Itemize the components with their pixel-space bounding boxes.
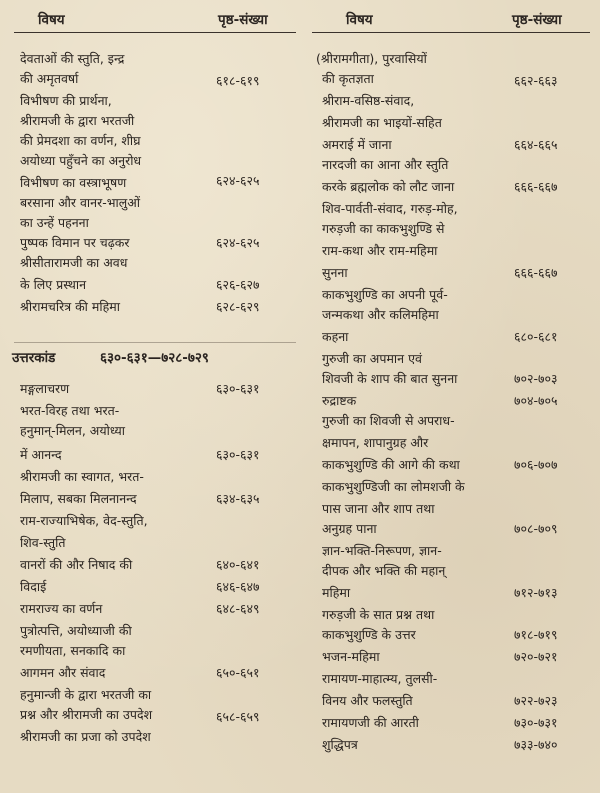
- right-page-number: ७०४-७०५: [514, 393, 558, 408]
- left-entry-line: आगमन और संवाद: [20, 665, 106, 680]
- left-entry-line: प्रश्न और श्रीरामजी का उपदेश: [20, 707, 153, 722]
- left-page-number: ६४०-६४१: [216, 557, 260, 572]
- right-pages-header: पृष्ठ-संख्या: [512, 12, 562, 28]
- left-page-number: ६२८-६२९: [216, 299, 260, 314]
- left-page-number: ६४८-६४९: [216, 601, 260, 616]
- right-entry-line: रुद्राष्टक: [322, 393, 357, 408]
- right-page-number: ६६४-६६५: [514, 137, 558, 152]
- right-entry-line: काकभुशुण्डिजी का लोमशजी के: [322, 479, 465, 494]
- left-entry-line: में आनन्द: [20, 447, 62, 462]
- right-page-number: ७१८-७१९: [514, 627, 558, 642]
- left-subject-header: विषय: [38, 12, 65, 28]
- right-entry-line: अमराई में जाना: [322, 137, 392, 152]
- left-page-number: ६३०-६३१: [216, 381, 260, 396]
- left-entry-line: अयोध्या पहुँचने का अनुरोध: [20, 153, 142, 168]
- right-entry-line: दीपक और भक्ति की महान्: [322, 563, 446, 578]
- right-page-number: ७०६-७०७: [514, 457, 558, 472]
- left-entry-line: भरत-विरह तथा भरत-: [20, 403, 120, 418]
- right-page-number: ७३३-७४०: [514, 737, 558, 752]
- right-entry-line: नारदजी का आना और स्तुति: [322, 157, 449, 172]
- left-entry-line: रामराज्य का वर्णन: [20, 601, 103, 616]
- left-pages-header: पृष्ठ-संख्या: [218, 12, 268, 28]
- right-entry-line: गुरुजी का अपमान एवं: [322, 351, 422, 366]
- right-entry-line: अनुग्रह पाना: [322, 521, 377, 536]
- left-page-number: ६३०-६३१: [216, 447, 260, 462]
- left-page-number: ६३४-६३५: [216, 491, 260, 506]
- section-divider: [14, 342, 296, 343]
- right-entry-line: काकभुशुण्डि का अपनी पूर्व-: [322, 287, 448, 302]
- header-rule-left: [14, 32, 296, 33]
- right-entry-line: शिवजी के शाप की बात सुनना: [322, 371, 458, 386]
- section-title-uttarkand: उत्तरकांड: [12, 350, 56, 366]
- left-entry-line: श्रीरामचरित्र की महिमा: [20, 299, 120, 314]
- right-entry-line: महिमा: [322, 585, 351, 600]
- right-page-number: ७२०-७२१: [514, 649, 558, 664]
- right-entry-line: शुद्धिपत्र: [322, 737, 358, 752]
- right-entry-line: सुनना: [322, 265, 348, 280]
- left-page-number: ६२४-६२५: [216, 235, 260, 250]
- left-entry-line: श्रीरामजी के द्वारा भरतजी: [20, 113, 135, 128]
- right-entry-line: गुरुजी का शिवजी से अपराध-: [322, 413, 455, 428]
- right-entry-line: की कृतज्ञता: [322, 71, 374, 86]
- right-entry-line: श्रीराम-वसिष्ठ-संवाद,: [322, 93, 415, 108]
- right-entry-line: ज्ञान-भक्ति-निरूपण, ज्ञान-: [322, 543, 442, 558]
- left-entry-line: बरसाना और वानर-भालुओं: [20, 195, 140, 210]
- right-page-number: ७१२-७१३: [514, 585, 558, 600]
- left-page-number: ६४६-६४७: [216, 579, 260, 594]
- right-page-number: ७३०-७३१: [514, 715, 558, 730]
- left-entry-line: पुत्रोत्पत्ति, अयोध्याजी की: [20, 623, 132, 638]
- left-entry-line: की अमृतवर्षा: [20, 71, 79, 86]
- left-entry-line: श्रीरामजी का प्रजा को उपदेश: [20, 729, 151, 744]
- left-page-number: ६५८-६५९: [216, 709, 260, 724]
- right-entry-line: भजन-महिमा: [322, 649, 380, 664]
- left-entry-line: का उन्हें पहनना: [20, 215, 89, 230]
- right-entry-line: श्रीरामजी का भाइयों-सहित: [322, 115, 442, 130]
- left-page-number: ६२४-६२५: [216, 173, 260, 188]
- right-entry-line: (श्रीरामगीता), पुरवासियों: [316, 51, 427, 66]
- left-page-number: ६२६-६२७: [216, 277, 260, 292]
- left-entry-line: हनुमान्-मिलन, अयोध्या: [20, 423, 126, 438]
- right-entry-line: काकभुशुण्डि के उत्तर: [322, 627, 416, 642]
- left-entry-line: मङ्गलाचरण: [20, 381, 70, 396]
- right-entry-line: क्षमापन, शापानुग्रह और: [322, 435, 429, 450]
- right-entry-line: विनय और फलस्तुति: [322, 693, 413, 708]
- right-page-number: ६६२-६६३: [514, 73, 558, 88]
- right-entry-line: रामायणजी की आरती: [322, 715, 419, 730]
- left-entry-line: राम-राज्याभिषेक, वेद-स्तुति,: [20, 513, 148, 528]
- left-entry-line: रमणीयता, सनकादि का: [20, 643, 126, 658]
- left-entry-line: श्रीसीतारामजी का अवध: [20, 255, 128, 270]
- right-entry-line: कहना: [322, 329, 349, 344]
- right-entry-line: जन्मकथा और कलिमहिमा: [322, 307, 439, 322]
- right-entry-line: गरुड़जी के सात प्रश्न तथा: [322, 607, 435, 622]
- right-subject-header: विषय: [346, 12, 373, 28]
- left-entry-line: विभीषण की प्रार्थना,: [20, 93, 112, 108]
- left-entry-line: हनुमान्जी के द्वारा भरतजी का: [20, 687, 152, 702]
- right-page-number: ७२२-७२३: [514, 693, 558, 708]
- right-entry-line: राम-कथा और राम-महिमा: [322, 243, 438, 258]
- header-rule-right: [312, 32, 590, 33]
- left-page-number: ६१८-६१९: [216, 73, 260, 88]
- left-entry-line: देवताओं की स्तुति, इन्द्र: [20, 51, 125, 66]
- left-entry-line: की प्रेमदशा का वर्णन, शीघ्र: [20, 133, 141, 148]
- right-entry-line: काकभुशुण्डि की आगे की कथा: [322, 457, 460, 472]
- right-page-number: ७०२-७०३: [514, 371, 558, 386]
- right-page-number: ७०८-७०९: [514, 521, 558, 536]
- right-entry-line: शिव-पार्वती-संवाद, गरुड़-मोह,: [322, 201, 458, 216]
- right-page-number: ६६६-६६७: [514, 179, 558, 194]
- left-entry-line: के लिए प्रस्थान: [20, 277, 87, 292]
- left-entry-line: श्रीरामजी का स्वागत, भरत-: [20, 469, 144, 484]
- section-page-range: ६३०-६३१—७२८-७२९: [100, 350, 209, 366]
- left-entry-line: मिलाप, सबका मिलनानन्द: [20, 491, 137, 506]
- right-entry-line: पास जाना और शाप तथा: [322, 501, 435, 516]
- right-entry-line: गरुड़जी का काकभुशुण्डि से: [322, 221, 445, 236]
- left-entry-line: विदाई: [20, 579, 47, 594]
- left-entry-line: विभीषण का वस्त्राभूषण: [20, 175, 127, 190]
- left-entry-line: वानरों की और निषाद की: [20, 557, 133, 572]
- left-page-number: ६५०-६५१: [216, 665, 260, 680]
- left-entry-line: शिव-स्तुति: [20, 535, 66, 550]
- right-page-number: ६६६-६६७: [514, 265, 558, 280]
- left-entry-line: पुष्पक विमान पर चढ़कर: [20, 235, 130, 250]
- right-entry-line: रामायण-माहात्म्य, तुलसी-: [322, 671, 438, 686]
- right-entry-line: करके ब्रह्मलोक को लौट जाना: [322, 179, 455, 194]
- right-page-number: ६८०-६८१: [514, 329, 558, 344]
